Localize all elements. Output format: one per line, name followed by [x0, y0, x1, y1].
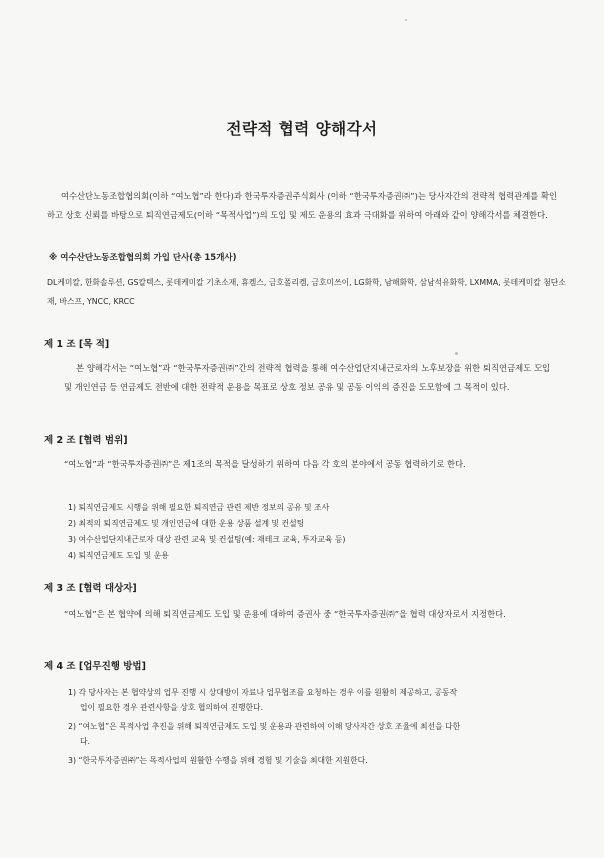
article-2-heading: 제 2 조 [협력 범위] — [44, 435, 128, 446]
list-item: 2) 최적의 퇴직연금제도 및 개인연금에 대한 운용 상품 설계 및 컨설팅 — [68, 519, 305, 528]
list-item: 1) 퇴직연금제도 시행을 위해 필요한 퇴직연금 관련 제반 정보의 공유 및 조사 — [68, 503, 330, 512]
list-item — [68, 753, 558, 768]
article-3-heading: 제 3 조 [협력 대상자] — [44, 583, 137, 594]
scan-speck — [455, 352, 458, 355]
article-1-heading: 제 1 조 [목 적] — [44, 339, 110, 350]
members-list: DL케미칼, 한화솔루션, GS칼텍스, 롯데케미칼 기초소재, 휴켐스, 금호폴리켐, 금호미쓰이, LG화학, 남해화학, 삼남석유화학, LXMMA, 롯데케미칼 첨단소재, 바스프, YNCC, KRCC — [47, 278, 566, 306]
intro-paragraph: 여수산단노동조합협의회(이하 “여노협”라 한다)과 한국투자증권주식회사 (이하 “한국투자증권㈜”)는 당사자간의 전략적 협력관계를 확인하고 상호 신뢰를 바탕으로 퇴직연금제도(이하 “목적사업”)의 도입 및 제도 운용의 효과 극대화를 위하여 아래와 같이 양해각서를 체결한다. — [47, 191, 557, 220]
article-1-body: 본 양해각서는 “여노협”과 “한국투자증권㈜”간의 전략적 협력을 통해 여수산업단지내근로자의 노후보장을 위한 퇴직연금제도 도입 및 개인연금 등 연금제도 전반에 대한 전략적 운용을 목표로 상호 정보 공유 및 공동 이익의 증진을 도모함에 그 목적이 있다. — [64, 363, 550, 392]
list-item-text: 2) “여노협”은 목적사업 추진을 위해 퇴직연금제도 도입 및 운용과 관련하여 이해 당사자간 상호 조율에 최선을 다한 — [68, 722, 461, 731]
list-item — [68, 719, 558, 749]
scan-speck — [405, 19, 407, 21]
article-4-list — [68, 685, 558, 772]
list-item-text: 3) “한국투자증권㈜”는 목적사업의 원활한 수행을 위해 경험 및 기술을 최대한 지원한다. — [68, 756, 368, 765]
article-3-body: “여노협”은 본 협약에 의해 퇴직연금제도 도입 및 운용에 대하여 증권사 중 “한국투자증권㈜”을 협력 대상자로서 지정한다. — [64, 609, 506, 619]
list-item: 4) 퇴직연금제도 도입 및 운용 — [68, 551, 169, 560]
list-item-continuation: 업이 필요한 경우 관련사항을 상호 협의하여 진행한다. — [80, 703, 264, 712]
list-item — [68, 685, 558, 715]
list-item: 3) 여수산업단지내근로자 대상 관련 교육 및 컨설팅(예: 재테크 교육, 투자교육 등) — [68, 535, 346, 544]
members-heading: ※ 여수산단노동조합협의회 가입 단사(총 15개사) — [49, 253, 237, 263]
list-item-text: 1) 각 당사자는 본 협약상의 업무 진행 시 상대방이 자료나 업무협조를 요청하는 경우 이를 원활히 제공하고, 공동작 — [68, 688, 458, 697]
document-title: 전략적 협력 양해각서 — [226, 120, 378, 138]
article-2-list — [68, 500, 558, 564]
list-item-continuation: 다. — [80, 737, 91, 746]
article-4-heading: 제 4 조 [업무진행 방법] — [44, 661, 146, 672]
article-2-body: “여노협”과 “한국투자증권㈜”은 제1조의 목적을 달성하기 위하여 다음 각 호의 분야에서 공동 협력하기로 한다. — [64, 459, 466, 469]
